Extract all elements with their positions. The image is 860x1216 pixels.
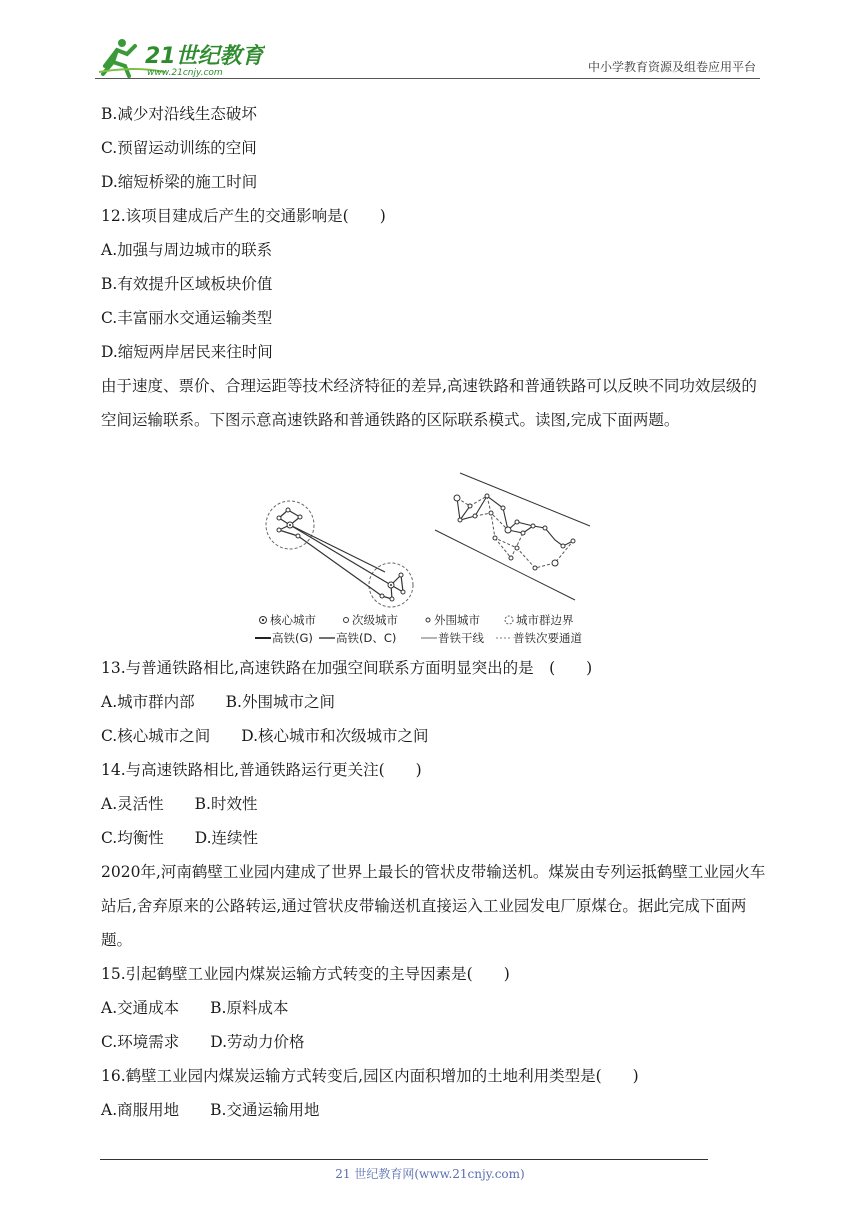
legend-hsr-dc: 高铁(D、C) — [336, 631, 397, 645]
header-divider — [95, 78, 760, 79]
legend-peripheral-city: 外围城市 — [434, 613, 480, 627]
option-line: D.缩短桥梁的施工时间 — [101, 173, 258, 191]
option-line: A.城市群内部 B.外围城市之间 — [101, 693, 335, 711]
legend-secondary-city: 次级城市 — [352, 613, 398, 627]
option-line: A.加强与周边城市的联系 — [101, 241, 273, 259]
option-line: C.丰富丽水交通运输类型 — [101, 309, 273, 327]
logo-text: 21世纪教育 — [145, 44, 264, 69]
option-line: B.有效提升区域板块价值 — [101, 275, 273, 293]
question-16: 16.鹤壁工业园内煤炭运输方式转变后,园区内面积增加的土地利用类型是( ) — [101, 1067, 639, 1085]
legend-normal-trunk: 普铁干线 — [438, 631, 484, 645]
footer-divider — [100, 1159, 708, 1160]
option-line: D.缩短两岸居民来往时间 — [101, 343, 273, 361]
legend-hsr-g: 高铁(G) — [272, 631, 313, 645]
option-line: A.灵活性 B.时效性 — [101, 795, 258, 813]
logo-url: www.21cnjy.com — [147, 68, 223, 78]
option-line: A.商服用地 B.交通运输用地 — [101, 1101, 320, 1119]
option-line: B.减少对沿线生态破坏 — [101, 105, 257, 123]
legend-boundary: 城市群边界 — [516, 613, 574, 627]
option-line: C.环境需求 D.劳动力价格 — [101, 1033, 305, 1051]
question-15: 15.引起鹤壁工业园内煤炭运输方式转变的主导因素是( ) — [101, 965, 510, 983]
question-14: 14.与高速铁路相比,普通铁路运行更关注( ) — [101, 761, 422, 779]
railway-diagram — [255, 468, 600, 653]
legend-normal-minor: 普铁次要通道 — [513, 631, 582, 645]
legend-core-city: 核心城市 — [270, 613, 316, 627]
page-header — [95, 36, 760, 80]
question-13: 13.与普通铁路相比,高速铁路在加强空间联系方面明显突出的是 ( ) — [101, 659, 593, 677]
option-line: C.预留运动训练的空间 — [101, 139, 257, 157]
option-line: C.核心城市之间 D.核心城市和次级城市之间 — [101, 727, 429, 745]
option-line: A.交通成本 B.原料成本 — [101, 999, 289, 1017]
header-platform-text: 中小学教育资源及组卷应用平台 — [587, 60, 756, 74]
paragraph-conveyor: 2020年,河南鹤壁工业园内建成了世界上最长的管状皮带输送机。煤炭由专列运抵鹤壁工业园火车站后,舍弃原来的公路转运,通过管状皮带输送机直接运入工业园发电厂原煤仓。据此完成下面两题。 — [101, 863, 766, 949]
option-line: C.均衡性 D.连续性 — [101, 829, 259, 847]
footer-text: 21 世纪教育网(www.21cnjy.com) — [335, 1167, 525, 1181]
question-12: 12.该项目建成后产生的交通影响是( ) — [101, 207, 386, 225]
paragraph-railway: 由于速度、票价、合理运距等技术经济特征的差异,高速铁路和普通铁路可以反映不同功效层级的空间运输联系。下图示意高速铁路和普通铁路的区际联系模式。读图,完成下面两题。 — [101, 377, 757, 429]
site-logo — [95, 36, 265, 78]
